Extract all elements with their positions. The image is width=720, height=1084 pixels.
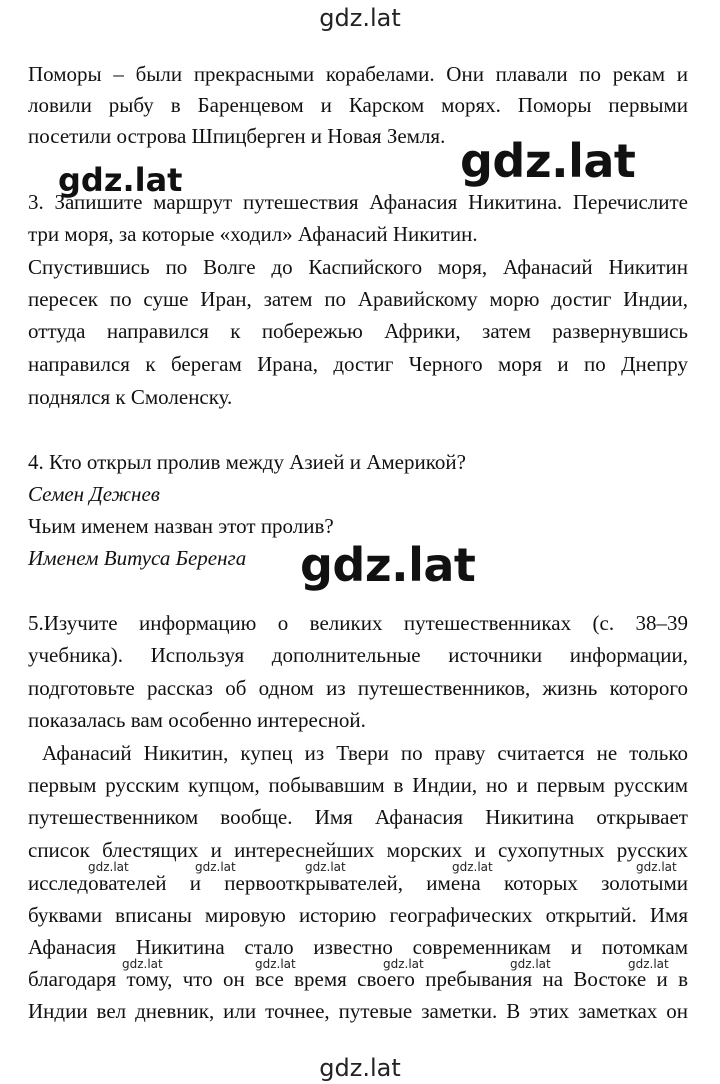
essay-line: первым русским купцом, побывавшим в Индии, но и первым русским	[28, 773, 688, 797]
question-4: 4. Кто открыл пролив между Азией и Америкой?	[28, 450, 466, 474]
essay-line: благодаря тому, что он все время своего пребывания на Востоке и в	[28, 967, 688, 991]
text-line: ловили рыбу в Баренцевом и Карском морях. Поморы первыми	[28, 93, 688, 117]
watermark-small: gdz.lat	[383, 957, 424, 971]
essay-line: Афанасий Никитин, купец из Твери по праву считается не только	[42, 741, 688, 765]
essay-line: путешественником вообще. Имя Афанасия Никитина открывает	[28, 805, 688, 829]
text-line: подготовьте рассказ об одном из путешественников, жизнь которого	[28, 676, 688, 700]
text-line: показалась вам особенно интересной.	[28, 708, 366, 732]
watermark-small: gdz.lat	[636, 860, 677, 874]
text-line: учебника). Используя дополнительные источники информации,	[28, 643, 688, 667]
essay-line: исследователей и первооткрывателей, имена которых золотыми	[28, 871, 688, 895]
watermark-small: gdz.lat	[628, 957, 669, 971]
watermark-small: gdz.lat	[122, 957, 163, 971]
answer-line: поднялся к Смоленску.	[28, 385, 233, 409]
watermark-large: gdz.lat	[300, 538, 476, 592]
watermark-small: gdz.lat	[88, 860, 129, 874]
watermark-small: gdz.lat	[255, 957, 296, 971]
answer-line: направился к берегам Ирана, достиг Черного моря и по Днепру	[28, 352, 688, 376]
text-line: посетили острова Шпицберген и Новая Земля.	[28, 124, 446, 148]
watermark-small: gdz.lat	[195, 860, 236, 874]
essay-line: буквами вписаны мировую историю географических открытий. Имя	[28, 903, 688, 927]
watermark-large: gdz.lat	[460, 134, 636, 188]
answer-line: пересек по суше Иран, затем по Аравийскому морю достиг Индии,	[28, 287, 688, 311]
essay-line: Афанасия Никитина стало известно современникам и потомкам	[28, 935, 688, 959]
question-5: 5.Изучите информацию о великих путешественниках (с. 38–39	[28, 611, 688, 635]
watermark-top: gdz.lat	[319, 4, 401, 32]
watermark-small: gdz.lat	[510, 957, 551, 971]
text-line: три моря, за которые «ходил» Афанасий Никитин.	[28, 222, 478, 246]
answer-line: Именем Витуса Беренга	[28, 546, 247, 570]
watermark-medium: gdz.lat	[58, 161, 183, 199]
watermark-small: gdz.lat	[305, 860, 346, 874]
answer-line: оттуда направился к побережью Африки, затем развернувшись	[28, 319, 688, 343]
watermark-small: gdz.lat	[452, 860, 493, 874]
essay-line: Индии вел дневник, или точнее, путевые заметки. В этих заметках он	[28, 999, 688, 1023]
answer-line: Семен Дежнев	[28, 482, 160, 506]
watermark-bottom: gdz.lat	[319, 1054, 401, 1082]
question-line: Чьим именем назван этот пролив?	[28, 514, 334, 538]
essay-line: список блестящих и интереснейших морских и сухопутных русских	[28, 838, 688, 862]
text-line: Поморы – были прекрасными корабелами. Они плавали по рекам и	[28, 62, 688, 86]
question-3: 3. Запишите маршрут путешествия Афанасия Никитина. Перечислите	[28, 190, 688, 214]
answer-line: Спустившись по Волге до Каспийского моря, Афанасий Никитин	[28, 255, 688, 279]
